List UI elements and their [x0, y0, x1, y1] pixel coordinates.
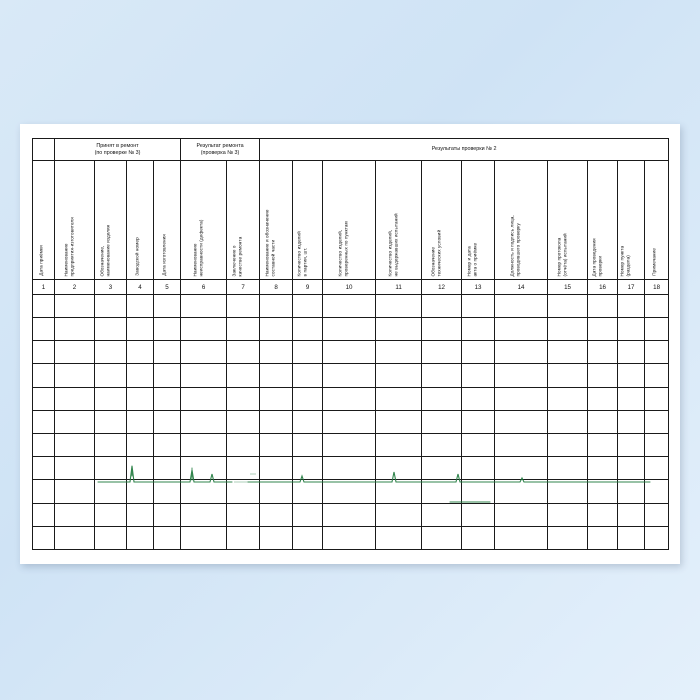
cell[interactable]: [548, 480, 588, 503]
cell[interactable]: [376, 457, 422, 480]
cell[interactable]: [588, 526, 618, 549]
cell[interactable]: [227, 503, 260, 526]
cell[interactable]: [154, 480, 181, 503]
cell[interactable]: [55, 526, 95, 549]
cell[interactable]: [495, 480, 548, 503]
cell[interactable]: [33, 341, 55, 364]
column-header-11-line-2: не выдержавших испытаний: [392, 213, 398, 277]
cell[interactable]: [495, 526, 548, 549]
cell[interactable]: [55, 318, 95, 341]
column-number-10: 10: [323, 280, 376, 295]
cell[interactable]: [33, 294, 55, 317]
cell[interactable]: [33, 387, 55, 410]
cell[interactable]: [154, 294, 181, 317]
cell[interactable]: [154, 457, 181, 480]
group-label-line-1: Результаты проверки № 2: [431, 146, 497, 153]
cell[interactable]: [495, 503, 548, 526]
cell[interactable]: [260, 480, 293, 503]
column-header-4: [127, 161, 154, 280]
cell[interactable]: [55, 457, 95, 480]
table-row[interactable]: [33, 503, 669, 526]
column-header-17-line-1: Номер пункта: [619, 245, 625, 277]
column-header-1: [33, 161, 55, 280]
cell[interactable]: [548, 318, 588, 341]
cell[interactable]: [127, 433, 154, 456]
column-header-14-line-2: проводившего проверку: [515, 222, 521, 277]
group-label-line-1: Результат ремонта: [196, 143, 244, 150]
cell[interactable]: [645, 526, 669, 549]
table-row[interactable]: [33, 410, 669, 433]
table-row[interactable]: [33, 364, 669, 387]
cell[interactable]: [495, 410, 548, 433]
cell[interactable]: [95, 364, 127, 387]
cell[interactable]: [462, 480, 495, 503]
cell[interactable]: [293, 503, 323, 526]
cell[interactable]: [181, 341, 227, 364]
cell[interactable]: [260, 387, 293, 410]
cell[interactable]: [376, 526, 422, 549]
cell[interactable]: [323, 387, 376, 410]
column-header-15-line-1: Номер протокола: [556, 237, 562, 277]
table-row[interactable]: [33, 526, 669, 549]
column-header-4-line-1: Заводской номер: [134, 237, 140, 277]
column-header-7: [227, 161, 260, 280]
cell[interactable]: [33, 410, 55, 433]
cell[interactable]: [293, 526, 323, 549]
cell[interactable]: [55, 294, 95, 317]
cell[interactable]: [323, 480, 376, 503]
column-header-16-line-2: проверки: [596, 255, 602, 277]
cell[interactable]: [548, 341, 588, 364]
cell[interactable]: [548, 526, 588, 549]
cell[interactable]: [422, 457, 462, 480]
cell[interactable]: [548, 503, 588, 526]
cell[interactable]: [293, 318, 323, 341]
cell[interactable]: [376, 480, 422, 503]
column-header-7-line-1: Заключение о: [231, 245, 237, 277]
column-header-9-line-1: Количество изделий: [296, 230, 302, 277]
column-header-15: [548, 161, 588, 280]
column-number-9: 9: [293, 280, 323, 295]
cell[interactable]: [227, 294, 260, 317]
table-row[interactable]: [33, 294, 669, 317]
cell[interactable]: [55, 480, 95, 503]
cell[interactable]: [323, 364, 376, 387]
cell[interactable]: [548, 294, 588, 317]
cell[interactable]: [154, 433, 181, 456]
cell[interactable]: [181, 318, 227, 341]
column-number-16: 16: [588, 280, 618, 295]
cell[interactable]: [495, 387, 548, 410]
cell[interactable]: [422, 433, 462, 456]
cell[interactable]: [588, 364, 618, 387]
cell[interactable]: [588, 480, 618, 503]
cell[interactable]: [260, 410, 293, 433]
column-number-3: 3: [95, 280, 127, 295]
cell[interactable]: [495, 318, 548, 341]
column-header-10-line-1: Количество изделий,: [337, 229, 343, 277]
group-label-line-1: Принят в ремонт: [96, 143, 139, 150]
column-header-8-line-2: составной части: [270, 239, 276, 277]
cell[interactable]: [33, 364, 55, 387]
cell[interactable]: [55, 387, 95, 410]
cell[interactable]: [55, 503, 95, 526]
column-number-2: 2: [55, 280, 95, 295]
cell[interactable]: [95, 457, 127, 480]
column-header-3: [95, 161, 127, 280]
column-header-6: [181, 161, 227, 280]
cell[interactable]: [227, 341, 260, 364]
column-header-11: [376, 161, 422, 280]
cell[interactable]: [127, 526, 154, 549]
group-header-accepted-for-repair: [55, 139, 181, 161]
column-header-10: [323, 161, 376, 280]
column-number-17: 17: [618, 280, 645, 295]
cell[interactable]: [260, 341, 293, 364]
cell[interactable]: [55, 433, 95, 456]
cell[interactable]: [293, 433, 323, 456]
cell[interactable]: [260, 318, 293, 341]
column-header-5: [154, 161, 181, 280]
group-header-row: [33, 139, 669, 161]
cell[interactable]: [618, 387, 645, 410]
cell[interactable]: [376, 410, 422, 433]
column-header-10-line-2: проверенных по пунктам: [343, 220, 349, 277]
cell[interactable]: [462, 387, 495, 410]
cell[interactable]: [548, 364, 588, 387]
column-header-1-line-1: Дата приёмки: [37, 245, 43, 277]
cell[interactable]: [55, 410, 95, 433]
cell[interactable]: [462, 457, 495, 480]
column-number-8: 8: [260, 280, 293, 295]
column-header-2-line-2: предприятия-изготовителя: [68, 216, 74, 277]
column-header-6-line-2: неисправности (дефекта): [197, 219, 203, 277]
cell[interactable]: [95, 294, 127, 317]
cell[interactable]: [323, 457, 376, 480]
cell[interactable]: [227, 364, 260, 387]
column-header-7-line-2: качестве ремонта: [237, 236, 243, 277]
cell[interactable]: [422, 364, 462, 387]
cell[interactable]: [127, 457, 154, 480]
cell[interactable]: [588, 387, 618, 410]
column-header-2-line-1: Наименование: [63, 243, 69, 277]
cell[interactable]: [154, 341, 181, 364]
group-header-repair-result: [181, 139, 260, 161]
cell[interactable]: [260, 294, 293, 317]
cell[interactable]: [618, 457, 645, 480]
cell[interactable]: [95, 410, 127, 433]
table-row[interactable]: [33, 433, 669, 456]
cell[interactable]: [127, 341, 154, 364]
cell[interactable]: [95, 341, 127, 364]
column-header-11-line-1: Количество изделий,: [387, 229, 393, 277]
table-row[interactable]: [33, 457, 669, 480]
cell[interactable]: [376, 433, 422, 456]
cell[interactable]: [227, 318, 260, 341]
column-number-13: 13: [462, 280, 495, 295]
cell[interactable]: [181, 503, 227, 526]
document-page: [20, 124, 680, 564]
cell[interactable]: [227, 480, 260, 503]
cell[interactable]: [495, 294, 548, 317]
table-row[interactable]: [33, 341, 669, 364]
cell[interactable]: [55, 341, 95, 364]
column-number-4: 4: [127, 280, 154, 295]
column-header-16-line-1: Дата проведения: [591, 237, 597, 277]
cell[interactable]: [645, 503, 669, 526]
cell[interactable]: [645, 410, 669, 433]
cell[interactable]: [422, 480, 462, 503]
cell[interactable]: [323, 433, 376, 456]
column-header-14-line-1: Должность и подпись лица,: [509, 214, 515, 277]
cell[interactable]: [323, 410, 376, 433]
column-header-17-line-2: (раздела): [625, 254, 631, 277]
cell[interactable]: [422, 410, 462, 433]
cell[interactable]: [227, 387, 260, 410]
column-number-5: 5: [154, 280, 181, 295]
cell[interactable]: [127, 318, 154, 341]
cell[interactable]: [323, 294, 376, 317]
cell[interactable]: [618, 433, 645, 456]
cell[interactable]: [376, 294, 422, 317]
cell[interactable]: [376, 503, 422, 526]
column-header-16: [588, 161, 618, 280]
cell[interactable]: [154, 410, 181, 433]
cell[interactable]: [495, 457, 548, 480]
cell[interactable]: [95, 503, 127, 526]
column-header-12-line-2: технических условий: [435, 229, 441, 277]
cell[interactable]: [323, 341, 376, 364]
cell[interactable]: [181, 410, 227, 433]
cell[interactable]: [618, 410, 645, 433]
cell[interactable]: [181, 364, 227, 387]
cell[interactable]: [618, 318, 645, 341]
cell[interactable]: [618, 526, 645, 549]
cell[interactable]: [588, 341, 618, 364]
cell[interactable]: [645, 387, 669, 410]
column-header-row: [33, 161, 669, 280]
group-blank-1: [33, 139, 55, 161]
column-header-17: [618, 161, 645, 280]
cell[interactable]: [227, 526, 260, 549]
cell[interactable]: [33, 480, 55, 503]
cell[interactable]: [588, 318, 618, 341]
column-header-8: [260, 161, 293, 280]
cell[interactable]: [293, 364, 323, 387]
cell[interactable]: [127, 503, 154, 526]
column-header-15-line-2: (отчёта) испытаний: [561, 233, 567, 277]
cell[interactable]: [495, 433, 548, 456]
cell[interactable]: [260, 433, 293, 456]
cell[interactable]: [127, 480, 154, 503]
cell[interactable]: [33, 503, 55, 526]
column-header-8-line-1: Наименование и обозначение: [264, 209, 270, 277]
cell[interactable]: [548, 410, 588, 433]
cell[interactable]: [260, 364, 293, 387]
cell[interactable]: [323, 503, 376, 526]
column-header-5-line-1: Дата изготовления: [161, 234, 167, 277]
cell[interactable]: [323, 526, 376, 549]
column-header-2: [55, 161, 95, 280]
cell[interactable]: [154, 364, 181, 387]
cell[interactable]: [645, 294, 669, 317]
cell[interactable]: [95, 387, 127, 410]
cell[interactable]: [495, 341, 548, 364]
cell[interactable]: [95, 526, 127, 549]
cell[interactable]: [293, 457, 323, 480]
cell[interactable]: [33, 457, 55, 480]
cell[interactable]: [376, 387, 422, 410]
cell[interactable]: [548, 457, 588, 480]
cell[interactable]: [181, 457, 227, 480]
cell[interactable]: [588, 433, 618, 456]
cell[interactable]: [645, 341, 669, 364]
cell[interactable]: [33, 318, 55, 341]
cell[interactable]: [323, 318, 376, 341]
column-header-9: [293, 161, 323, 280]
inspection-log-table: [32, 138, 669, 550]
cell[interactable]: [55, 364, 95, 387]
cell[interactable]: [548, 433, 588, 456]
cell[interactable]: [376, 364, 422, 387]
cell[interactable]: [293, 387, 323, 410]
column-number-18: 18: [645, 280, 669, 295]
cell[interactable]: [462, 294, 495, 317]
cell[interactable]: [376, 318, 422, 341]
column-header-3-line-1: Обозначение,: [99, 245, 105, 277]
cell[interactable]: [181, 480, 227, 503]
cell[interactable]: [293, 294, 323, 317]
table-row[interactable]: [33, 480, 669, 503]
cell[interactable]: [95, 433, 127, 456]
column-number-12: 12: [422, 280, 462, 295]
column-header-18-line-1: Примечание: [650, 248, 656, 277]
cell[interactable]: [588, 503, 618, 526]
cell[interactable]: [376, 341, 422, 364]
cell[interactable]: [95, 480, 127, 503]
cell[interactable]: [127, 410, 154, 433]
cell[interactable]: [618, 341, 645, 364]
cell[interactable]: [154, 526, 181, 549]
cell[interactable]: [33, 526, 55, 549]
column-header-12-line-1: Обозначение: [430, 246, 436, 277]
cell[interactable]: [588, 457, 618, 480]
column-number-1: 1: [33, 280, 55, 295]
cell[interactable]: [181, 294, 227, 317]
cell[interactable]: [33, 433, 55, 456]
cell[interactable]: [127, 294, 154, 317]
column-header-13: [462, 161, 495, 280]
cell[interactable]: [181, 387, 227, 410]
cell[interactable]: [422, 294, 462, 317]
cell[interactable]: [181, 433, 227, 456]
cell[interactable]: [293, 410, 323, 433]
cell[interactable]: [645, 480, 669, 503]
cell[interactable]: [495, 364, 548, 387]
cell[interactable]: [127, 387, 154, 410]
column-header-12: [422, 161, 462, 280]
cell[interactable]: [260, 457, 293, 480]
cell[interactable]: [618, 294, 645, 317]
column-number-14: 14: [495, 280, 548, 295]
column-header-14: [495, 161, 548, 280]
group-header-check-two-results: [260, 139, 669, 161]
cell[interactable]: [422, 341, 462, 364]
cell[interactable]: [462, 503, 495, 526]
cell[interactable]: [227, 457, 260, 480]
cell[interactable]: [462, 410, 495, 433]
cell[interactable]: [462, 364, 495, 387]
column-header-9-line-2: в партии, шт.: [301, 247, 307, 277]
cell[interactable]: [154, 503, 181, 526]
cell[interactable]: [293, 480, 323, 503]
column-header-3-line-2: наименование изделия: [104, 224, 110, 277]
table-row[interactable]: [33, 318, 669, 341]
cell[interactable]: [462, 341, 495, 364]
cell[interactable]: [462, 433, 495, 456]
cell[interactable]: [645, 457, 669, 480]
cell[interactable]: [260, 526, 293, 549]
column-number-6: 6: [181, 280, 227, 295]
cell[interactable]: [293, 341, 323, 364]
table-row[interactable]: [33, 387, 669, 410]
column-header-6-line-1: Наименование: [192, 243, 198, 277]
cell[interactable]: [422, 503, 462, 526]
cell[interactable]: [588, 294, 618, 317]
column-number-row: [33, 280, 669, 295]
cell[interactable]: [618, 480, 645, 503]
cell[interactable]: [154, 318, 181, 341]
column-header-18: [645, 161, 669, 280]
cell[interactable]: [645, 318, 669, 341]
cell[interactable]: [588, 410, 618, 433]
cell[interactable]: [618, 364, 645, 387]
column-number-15: 15: [548, 280, 588, 295]
cell[interactable]: [422, 526, 462, 549]
cell[interactable]: [260, 503, 293, 526]
cell[interactable]: [95, 318, 127, 341]
cell[interactable]: [462, 318, 495, 341]
column-number-7: 7: [227, 280, 260, 295]
cell[interactable]: [127, 364, 154, 387]
cell[interactable]: [227, 410, 260, 433]
column-number-11: 11: [376, 280, 422, 295]
cell[interactable]: [548, 387, 588, 410]
cell[interactable]: [645, 433, 669, 456]
cell[interactable]: [618, 503, 645, 526]
column-header-13-line-1: Номер и дата: [466, 246, 472, 277]
cell[interactable]: [181, 526, 227, 549]
group-label-line-2: (по проверке № 3): [94, 149, 141, 156]
cell[interactable]: [645, 364, 669, 387]
group-label-line-2: (проверка № 3): [200, 149, 240, 156]
cell[interactable]: [422, 318, 462, 341]
cell[interactable]: [422, 387, 462, 410]
cell[interactable]: [462, 526, 495, 549]
column-header-13-line-2: акта о приёмке: [472, 242, 478, 277]
cell[interactable]: [154, 387, 181, 410]
cell[interactable]: [227, 433, 260, 456]
